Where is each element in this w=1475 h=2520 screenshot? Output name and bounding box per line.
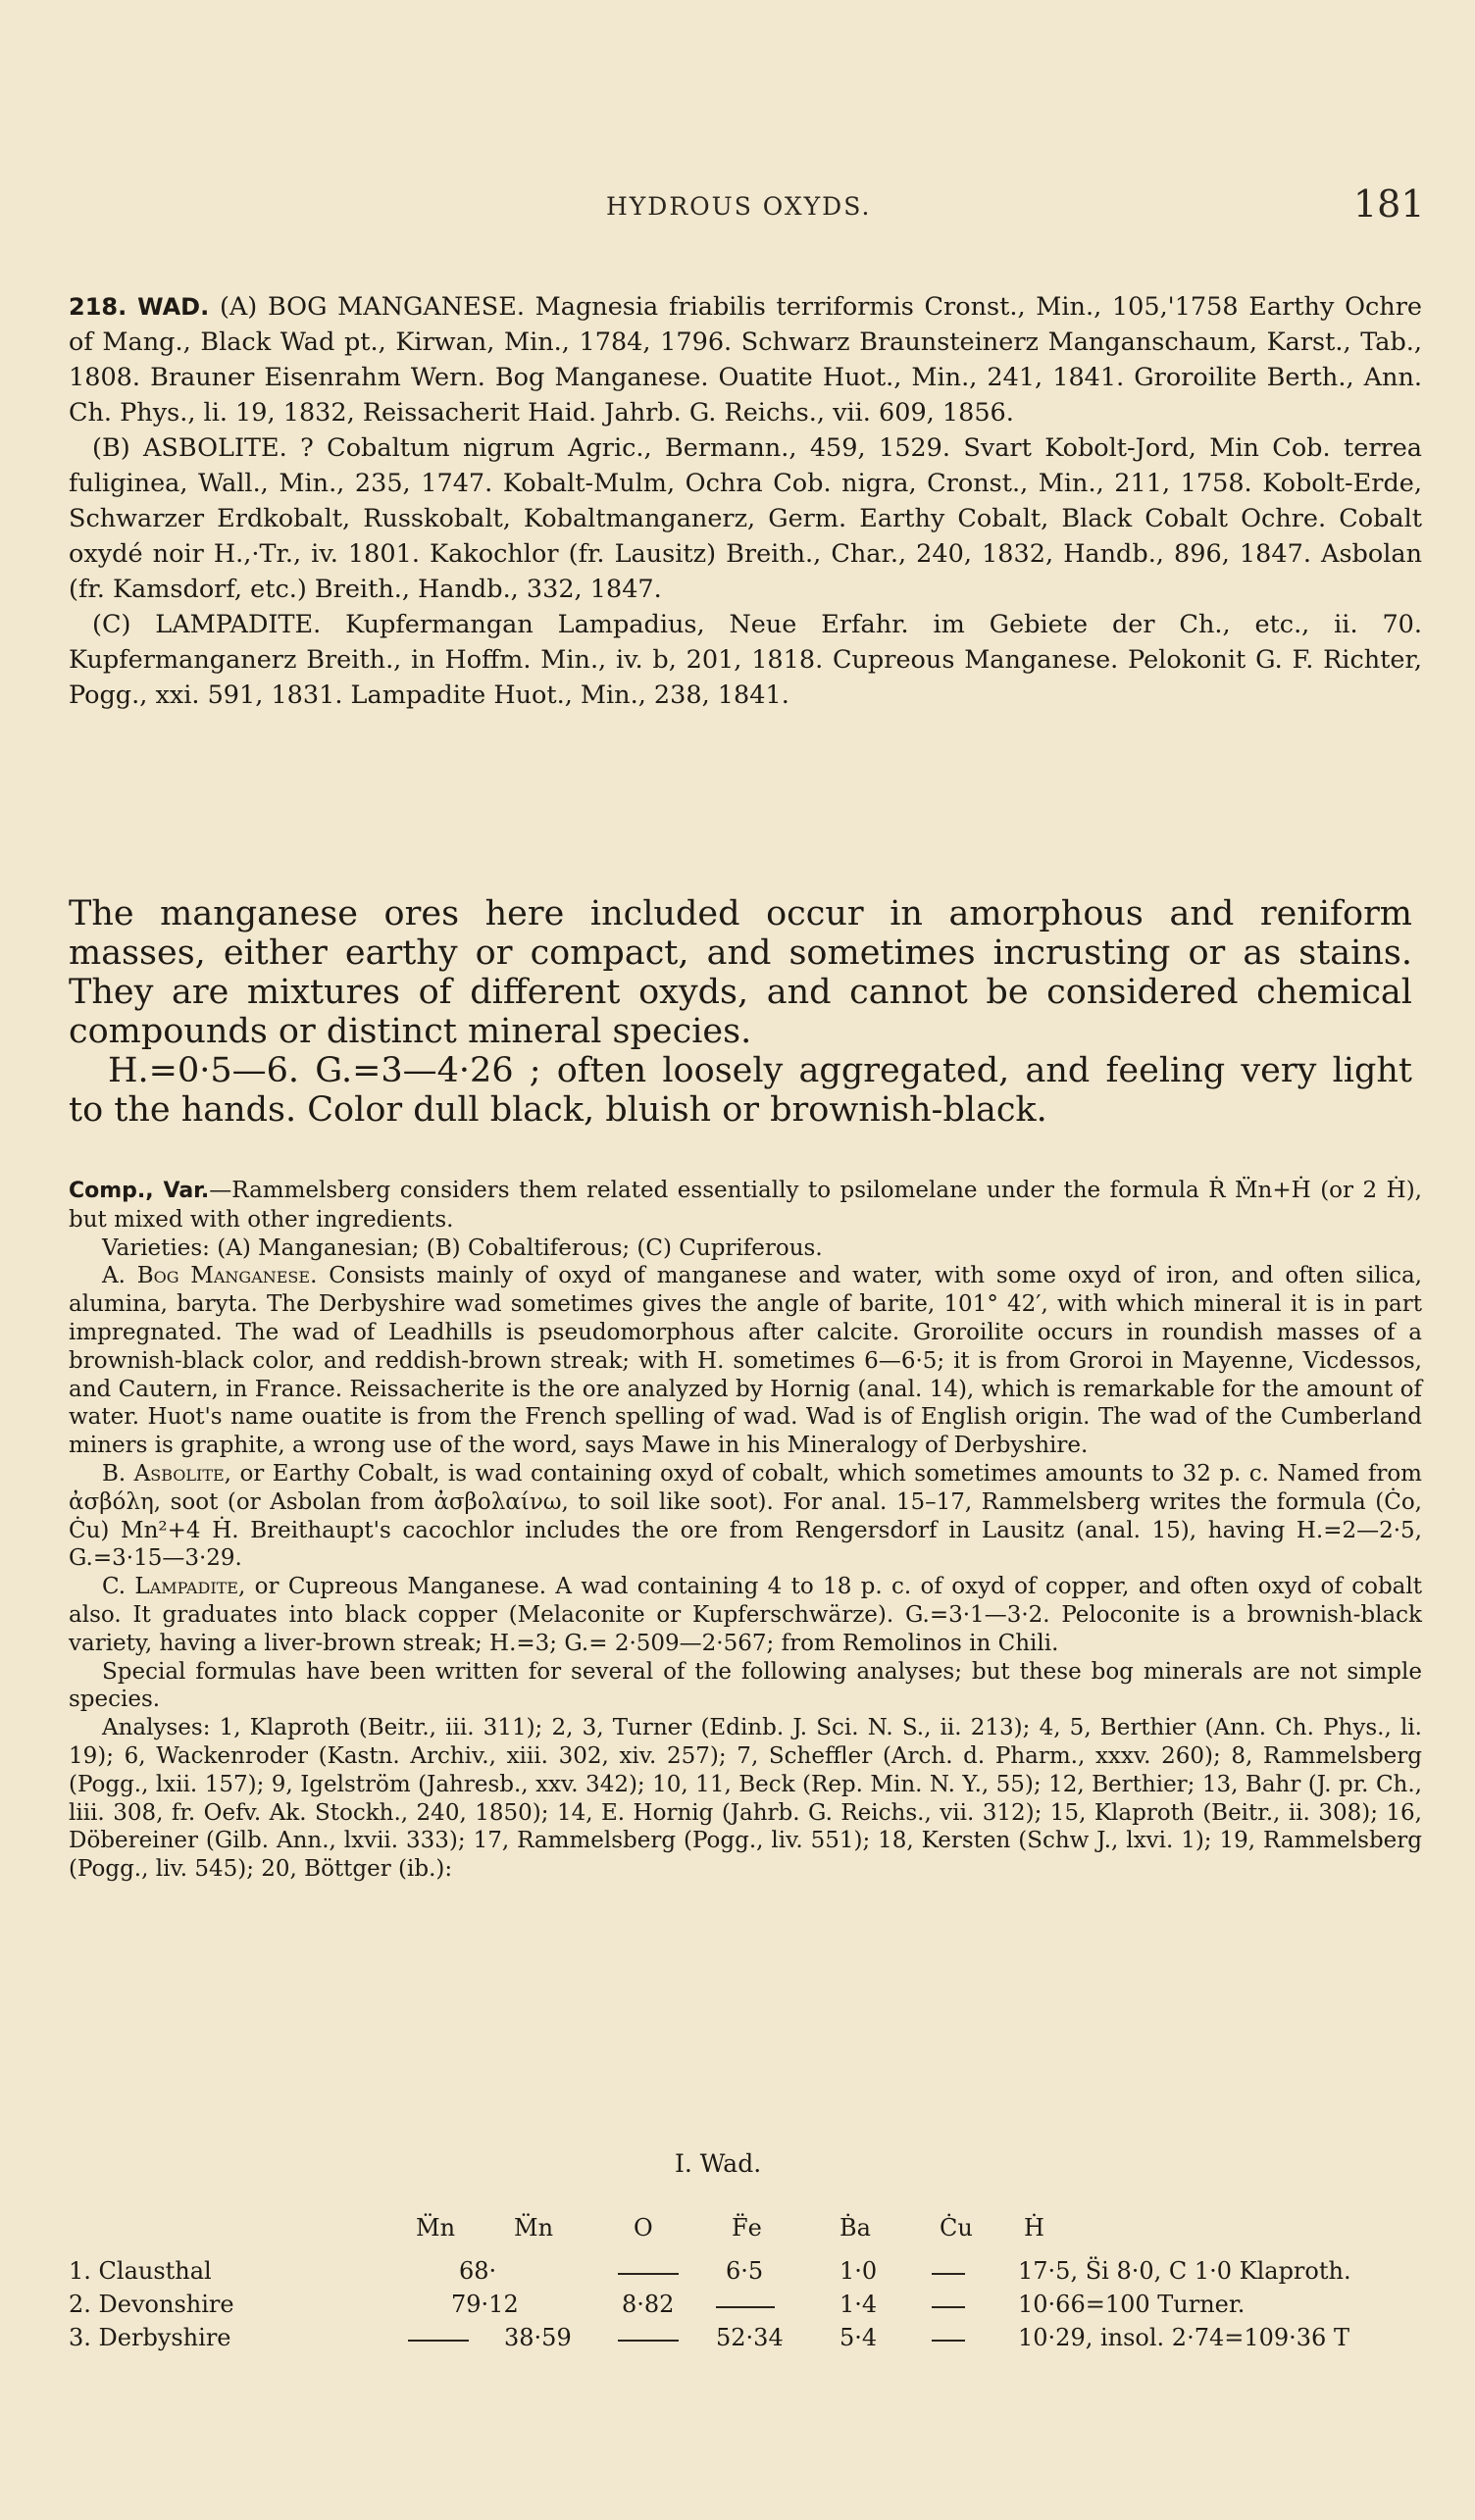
variety-c-paragraph [69,1573,1422,1657]
variety-b-text: or Earthy Cobalt, is wad containing oxyd of cobalt, which sometimes amounts to 32 p. c. Named from ἀσβόλη, soot (or Asbolan from ἀσβολαίνω, to soil like soot). For anal. 15–17, Rammelsberg writes the formula (Ċo, Ċu) Mn²+4 Ḣ. Breithaupt's cacochlor includes the ore from Rengersdorf in Lausitz (anal. 15), having H.=2—2·5, G.=3·15—3·29. [69,1460,1422,1572]
empty-cell-dash [932,2306,965,2308]
empty-cell-dash [618,2273,679,2275]
variety-c-text: or Cupreous Manganese. A wad containing 4 to 18 p. c. of oxyd of copper, and often oxyd of cobalt also. It graduates into black copper (Melaconite or Kupferschwärze). G.=3·1—3·2. Peloconite is a brownish-black variety, having a liver-brown streak; H.=3; G.= 2·509—2·567; from Remolinos in Chili. [69,1574,1422,1656]
page-number: 181 [1353,182,1425,226]
col-header-cu: Ċu [940,2214,973,2242]
row-cell: 79·12 [451,2291,519,2318]
row-cell: 5·4 [839,2324,878,2351]
running-head [0,182,1475,235]
empty-cell-dash [932,2273,965,2275]
intro-description [69,894,1412,1130]
row-cell: 38·59 [504,2324,572,2351]
varieties-line: Varieties: (A) Manganesian; (B) Cobaltiferous; (C) Cupriferous. [102,1235,823,1261]
col-header-water: Ḣ [1024,2214,1044,2242]
row-cell: 6·5 [726,2257,764,2285]
row-cell: 1·0 [839,2257,878,2285]
col-header-mn: M̈n [416,2214,456,2242]
synonymy-asbolite: (B) ASBOLITE. ? Cobaltum nigrum Agric., Bermann., 459, 1529. Svart Kobolt-Jord, Min Cob. terrea fuliginea, Wall., Min., 235, 1747. Kobalt-Mulm, Ochra Cob. nigra, Cronst., Min., 211, 1758. Kobolt-Erde, Schwarzer Erdkobalt, Russkobalt, Kobaltmanganerz, Germ. Earthy Cobalt, Black Cobalt Ochre. Cobalt oxydé noir H.,·Tr., iv. 1801. Kakochlor (fr. Lausitz) Breith., Char., 240, 1832, Handb., 896, 1847. Asbolan (fr. Kamsdorf, etc.) Breith., Handb., 332, 1847. [69,433,1422,604]
running-title: HYDROUS OXYDS. [606,192,872,221]
row-cell: 1·4 [839,2291,878,2318]
variety-a-text: Consists mainly of oxyd of manganese and water, with some oxyd of iron, and often silica, alumina, baryta. The Derbyshire wad sometimes gives the angle of barite, 101° 42′, with which mineral it is in part impregnated. The wad of Leadhills is pseudomorphous after calcite. Groroilite occurs in roundish masses of a brownish-black color, and reddish-brown streak; with H. sometimes 6—6·5; it is from Groroi in Mayenne, Vicdessos, and Cautern, in France. Reissacherite is the ore analyzed by Hornig (anal. 14), which is remarkable for the amount of water. Huot's name ouatite is from the French spelling of wad. Wad is of English origin. The wad of the Cumberland miners is graphite, a wrong use of the word, says Mawe in his Mineralogy of Derbyshire. [69,1263,1422,1459]
synonymy-bog-manganese [69,289,1422,430]
species-number: 218. WAD. [69,293,210,321]
row-tail: 17·5, S̈i 8·0, C 1·0 Klaproth. [1018,2257,1351,2285]
table-title: I. Wad. [675,2149,762,2178]
col-header-o: O [634,2214,653,2242]
comp-var-heading: Comp., Var. [69,1179,210,1203]
row-tail: 10·29, insol. 2·74=109·36 T [1018,2324,1349,2351]
composition-section [69,1177,1422,1884]
synonymy-block [69,289,1422,713]
comp-var-paragraph [69,1177,1422,1235]
row-cell: 68· [459,2257,497,2285]
row-label: 1. Clausthal [69,2257,212,2285]
synonymy-lampadite: (C) LAMPADITE. Kupfermangan Lampadius, Neue Erfahr. im Gebiete der Ch., etc., ii. 70. Kupfermanganerz Breith., in Hoffm. Min., iv. b, 201, 1818. Cupreous Manganese. Pelokonit G. F. Richter, Pogg., xxi. 591, 1831. Lampadite Huot., Min., 238, 1841. [69,610,1422,710]
physical-properties: H.=0·5—6. G.=3—4·26 ; often loosely aggregated, and feeling very light to the hands. Color dull black, bluish or brownish-black. [69,1051,1412,1130]
variety-c-heading: C. Lampadite, [102,1574,246,1600]
row-cell: 8·82 [622,2291,675,2318]
col-header-fe: F̈e [732,2214,762,2242]
col-header-ba: Ḃa [839,2214,871,2242]
empty-cell-dash [932,2340,965,2342]
row-cell: 52·34 [716,2324,784,2351]
analyses-paragraph: Analyses: 1, Klaproth (Beitr., iii. 311); 2, 3, Turner (Edinb. J. Sci. N. S., ii. 213); 4, 5, Berthier (Ann. Ch. Phys., li. 19); 6, Wackenroder (Kastn. Archiv., xiii. 302, xiv. 257); 7, Scheffler (Arch. d. Pharm., xxxv. 260); 8, Rammelsberg (Pogg., lxii. 157); 9, Igelström (Jahresb., xxv. 342); 10, 11, Beck (Rep. Min. N. Y., 55); 12, Berthier; 13, Bahr (J. pr. Ch., liii. 308, fr. Oefv. Ak. Stockh., 240, 1850); 14, E. Hornig (Jahrb. G. Reichs., vii. 312); 15, Klaproth (Beitr., ii. 308); 16, Döbereiner (Gilb. Ann., lxvii. 333); 17, Rammelsberg (Pogg., liv. 551); 18, Kersten (Schw J., lxvi. 1); 19, Rammelsberg (Pogg., liv. 545); 20, Böttger (ib.): [69,1715,1422,1883]
special-formulas-paragraph: Special formulas have been written for several of the following analyses; but these bog minerals are not simple species. [69,1658,1422,1713]
row-tail: 10·66=100 Turner. [1018,2291,1246,2318]
analysis-table [69,2214,1442,2351]
variety-b-paragraph [69,1460,1422,1573]
variety-b-heading: B. Asbolite, [102,1460,231,1487]
row-label: 2. Devonshire [69,2291,234,2318]
comp-var-text: —Rammelsberg considers them related essentially to psilomelane under the formula Ṙ M̈n+Ḣ (or 2 Ḣ), but mixed with other ingredients. [69,1178,1422,1233]
row-label: 3. Derbyshire [69,2324,231,2351]
col-header-mn-peroxide: M̈n [514,2214,554,2242]
variety-a-paragraph [69,1262,1422,1460]
variety-a-heading: A. Bog Manganese. [102,1263,318,1289]
empty-cell-dash [618,2340,679,2342]
synonymy-a-text: (A) BOG MANGANESE. Magnesia friabilis terriformis Cronst., Min., 105,'1758 Earthy Ochre of Mang., Black Wad pt., Kirwan, Min., 1784, 1796. Schwarz Braunsteinerz Manganschaum, Karst., Tab., 1808. Brauner Eisenrahm Wern. Bog Manganese. Ouatite Huot., Min., 241, 1841. Groroilite Berth., Ann. Ch. Phys., li. 19, 1832, Reissacherit Haid. Jahrb. G. Reichs., vii. 609, 1856. [69,292,1423,428]
empty-cell-dash [716,2306,775,2308]
intro-paragraph: The manganese ores here included occur in amorphous and reniform masses, either earthy or compact, and sometimes incrusting or as stains. They are mixtures of different oxyds, and cannot be considered chemical compounds or distinct mineral species. [69,894,1412,1051]
empty-cell-dash [408,2340,469,2342]
